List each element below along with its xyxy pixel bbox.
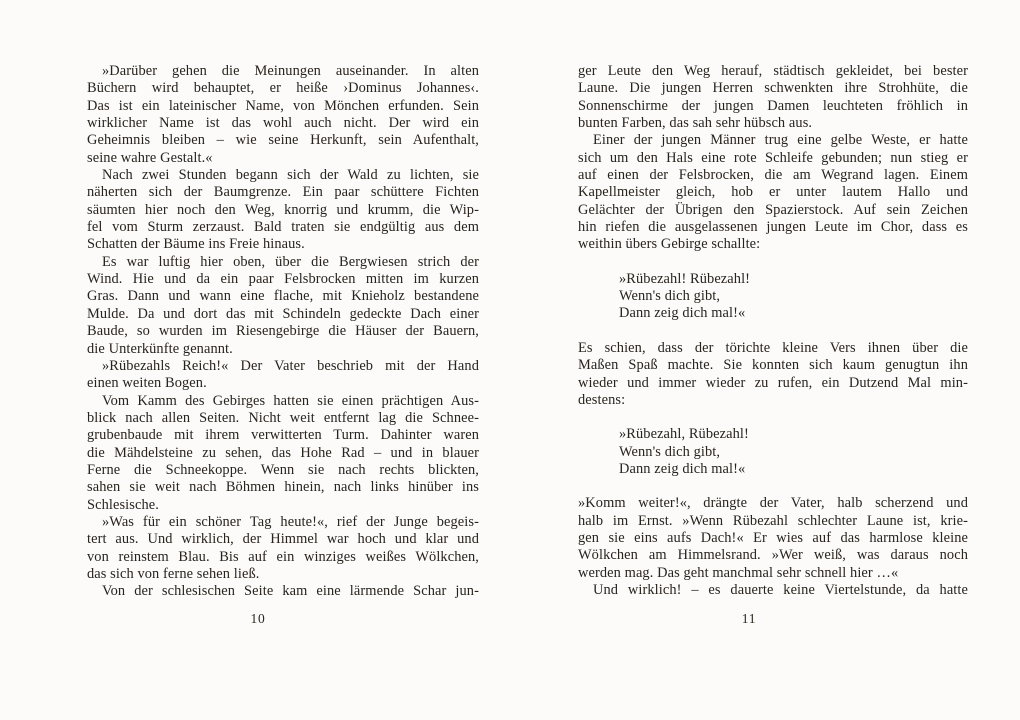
paragraph: [87, 358, 479, 393]
paragraph: [87, 583, 479, 600]
text-line: destens:: [578, 391, 626, 408]
text-line: gen sie eins aufs Dach!« Er wies auf das harmlose kleine: [578, 529, 968, 546]
text-line: Es war luftig hier oben, über die Bergwiesen strich der: [102, 253, 479, 270]
paragraph: [87, 167, 479, 254]
paragraph: [578, 582, 968, 599]
text-line: wieder und immer wieder zu rufen, ein Dutzend Mal min-: [578, 374, 968, 391]
text-line: Geheimnis bleiben – wie seine Herkunft, sein Aufenthalt,: [87, 132, 479, 149]
text-line: fel vom Sturm zerzaust. Bald traten sie endgültig aus dem: [87, 219, 479, 236]
text-line: wirklicher Name ist das wohl auch nicht. Der wird ein: [87, 115, 479, 132]
text-line: Büchern wird behauptet, er heiße ›Dominus Johannes‹.: [87, 80, 479, 97]
text-line: Schlesische.: [87, 496, 159, 513]
paragraph: [87, 514, 479, 583]
text-line: Dann zeig dich mal!«: [619, 305, 746, 322]
text-line: Und wirklich! – es dauerte keine Viertelstunde, da hatte: [593, 581, 968, 598]
text-line: hin riefen die ausgelassenen jungen Leute im Chor, dass es: [578, 219, 968, 236]
text-line: Wenn's dich gibt,: [619, 443, 721, 460]
text-line: Ferne die Schneekoppe. Wenn sie nach rechts blickten,: [87, 461, 479, 478]
paragraph: [578, 132, 968, 253]
text-line: von reinstem Blau. Bis auf ein winziges weißes Wölkchen,: [87, 548, 479, 565]
text-line: Einer der jungen Männer trug eine gelbe Weste, er hatte: [593, 132, 968, 149]
paragraph: [87, 63, 479, 167]
text-line: seine wahre Gestalt.«: [87, 149, 213, 166]
text-column-left: [87, 63, 479, 601]
text-line: »Rübezahl! Rübezahl!: [619, 270, 751, 287]
paragraph: [578, 340, 968, 409]
text-line: halb im Ernst. »Wenn Rübezahl schlechter Laune ist, krie-: [578, 512, 968, 529]
text-line: das sich von ferne sehen ließ.: [87, 565, 260, 582]
text-line: Dann zeig dich mal!«: [619, 460, 746, 477]
text-line: säumten hier noch den Weg, knorrig und krumm, die Wip-: [87, 201, 479, 218]
text-line: Gelächter der Übrigen den Spazierstock. Auf sein Zeichen: [578, 201, 968, 218]
text-line: näherten sich der Baumgrenze. Ein paar schüttere Fichten: [87, 184, 479, 201]
text-line: Das ist ein lateinischer Name, von Mönchen erfunden. Sein: [87, 97, 479, 114]
verse-block: [619, 271, 968, 323]
text-line: »Rübezahl, Rübezahl!: [619, 426, 749, 443]
text-line: Wenn's dich gibt,: [619, 288, 721, 305]
text-line: Von der schlesischen Seite kam eine lärmende Schar jun-: [102, 583, 479, 600]
text-line: Nach zwei Stunden begann sich der Wald zu lichten, sie: [102, 167, 479, 184]
verse-block: [619, 426, 968, 478]
text-line: Mulde. Da und dort das mit Schindeln gedeckte Dach einer: [87, 305, 479, 322]
page-number-left: 10: [250, 611, 266, 626]
paragraph: [578, 63, 968, 132]
text-line: Vom Kamm des Gebirges hatten sie einen prächtigen Aus-: [102, 392, 479, 409]
text-line: Schatten der Bäume ins Freie hinaus.: [87, 236, 305, 253]
text-line: Wind. Hie und da ein paar Felsbrocken mitten im kurzen: [87, 271, 479, 288]
text-line: werden mag. Das geht manchmal sehr schnell hier …«: [578, 564, 899, 581]
text-line: Baude, so wurden im Riesengebirge die Häuser der Bauern,: [87, 323, 479, 340]
paragraph: [87, 393, 479, 514]
paragraph: [87, 254, 479, 358]
text-line: grubenbaude mit ihrem verwitterten Turm. Dahinter waren: [87, 427, 479, 444]
text-line: bunten Farben, das sah sehr hübsch aus.: [578, 115, 813, 132]
text-line: ger Leute den Weg herauf, städtisch gekleidet, bei bester: [578, 63, 968, 79]
page-number-right: 11: [741, 611, 757, 626]
text-line: weithin übers Gebirge schallte:: [578, 236, 761, 253]
text-line: blick nach allen Seiten. Nicht weit entfernt lag die Schnee-: [87, 409, 479, 426]
text-line: die Unterkünfte genannt.: [87, 340, 233, 357]
text-line: Es schien, dass der törichte kleine Vers ihnen über die: [578, 339, 968, 356]
text-line: Gras. Dann und wann eine flache, mit Knieholz bestandene: [87, 288, 479, 305]
text-line: die Mähdelsteine zu sehen, das Hohe Rad – und in blauer: [87, 444, 479, 461]
text-line: »Rübezahls Reich!« Der Vater beschrieb mit der Hand: [102, 357, 479, 374]
text-line: Wölkchen am Himmelsrand. »Wer weiß, was daraus noch: [578, 547, 968, 564]
text-line: sich um den Hals eine rote Schleife gebunden; nun stieg er: [578, 149, 968, 166]
text-line: Sonnenschirme der jungen Damen leuchteten fröhlich in: [578, 97, 968, 114]
text-line: Maßen Spaß machte. Sie konnten sich kaum genugtun ihn: [578, 357, 968, 374]
text-line: sahen sie weit nach Böhmen hinein, nach links hinüber ins: [87, 479, 479, 496]
paragraph: [578, 495, 968, 582]
text-line: »Was für ein schöner Tag heute!«, rief der Junge begeis-: [102, 513, 479, 530]
text-line: »Komm weiter!«, drängte der Vater, halb scherzend und: [578, 495, 968, 512]
text-line: tert aus. Und wirklich, der Himmel war hoch und klar und: [87, 531, 479, 548]
text-line: »Darüber gehen die Meinungen auseinander. In alten: [102, 63, 479, 79]
text-line: Laune. Die jungen Herren schwenkten ihre Strohhüte, die: [578, 80, 968, 97]
text-column-right: [578, 63, 968, 599]
text-line: auf einen der Felsbrocken, die am Wegrand lagen. Einem: [578, 167, 968, 184]
text-line: Kapellmeister gleich, hob er unter lautem Hallo und: [578, 184, 968, 201]
text-line: einen weiten Bogen.: [87, 375, 207, 392]
